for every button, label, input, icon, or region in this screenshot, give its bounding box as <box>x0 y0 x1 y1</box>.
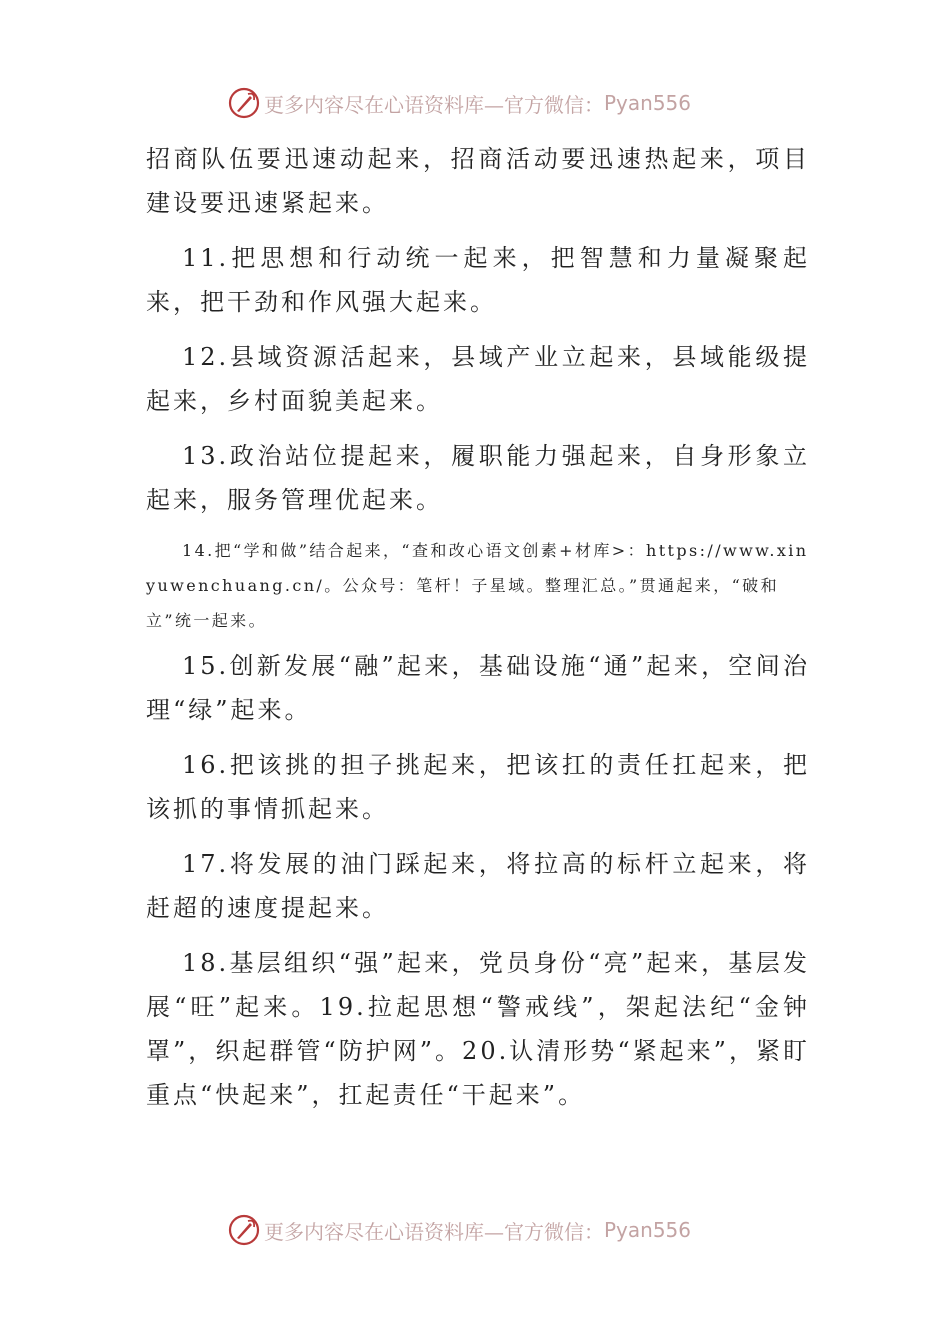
banner-wechat-id: Pyan556 <box>604 1218 692 1242</box>
banner-wechat-id: Pyan556 <box>604 91 692 115</box>
paragraph: 18.基层组织“强”起来，党员身份“亮”起来，基层发展“旺”起来。19.拉起思想“警戒线”，架起法纪“金钟罩”，织起群管“防护网”。20.认清形势“紧起来”，紧盯重点“快起来”，扛起责任“干起来”。 <box>146 949 810 1109</box>
paragraph-small: 14.把“学和做”结合起来，“查和改心语文创素+材库>：https://www.xinyuwenchuang.cn/。公众号：笔杆！子星域。整理汇总。”贯通起来，“破和立”统一起来。 <box>146 541 809 630</box>
paragraph: 11.把思想和行动统一起来，把智慧和力量凝聚起来，把干劲和作风强大起来。 <box>146 244 810 316</box>
document-body <box>146 137 810 1128</box>
quill-logo-icon <box>228 87 260 119</box>
banner-text: 更多内容尽在心语资料库—官方微信： <box>264 92 604 117</box>
paragraph: 17.将发展的油门踩起来，将拉高的标杆立起来，将赶超的速度提起来。 <box>146 850 810 922</box>
header-banner <box>228 86 691 120</box>
paragraph: 15.创新发展“融”起来，基础设施“通”起来，空间治理“绿”起来。 <box>146 652 810 724</box>
footer-banner <box>228 1213 691 1247</box>
paragraph: 12.县域资源活起来，县域产业立起来，县域能级提起来，乡村面貌美起来。 <box>146 343 810 415</box>
paragraph: 16.把该挑的担子挑起来，把该扛的责任扛起来，把该抓的事情抓起来。 <box>146 751 810 823</box>
paragraph: 13.政治站位提起来，履职能力强起来，自身形象立起来，服务管理优起来。 <box>146 442 810 514</box>
quill-logo-icon <box>228 1214 260 1246</box>
paragraph: 招商队伍要迅速动起来，招商活动要迅速热起来，项目建设要迅速紧起来。 <box>146 145 810 217</box>
banner-text: 更多内容尽在心语资料库—官方微信： <box>264 1219 604 1244</box>
